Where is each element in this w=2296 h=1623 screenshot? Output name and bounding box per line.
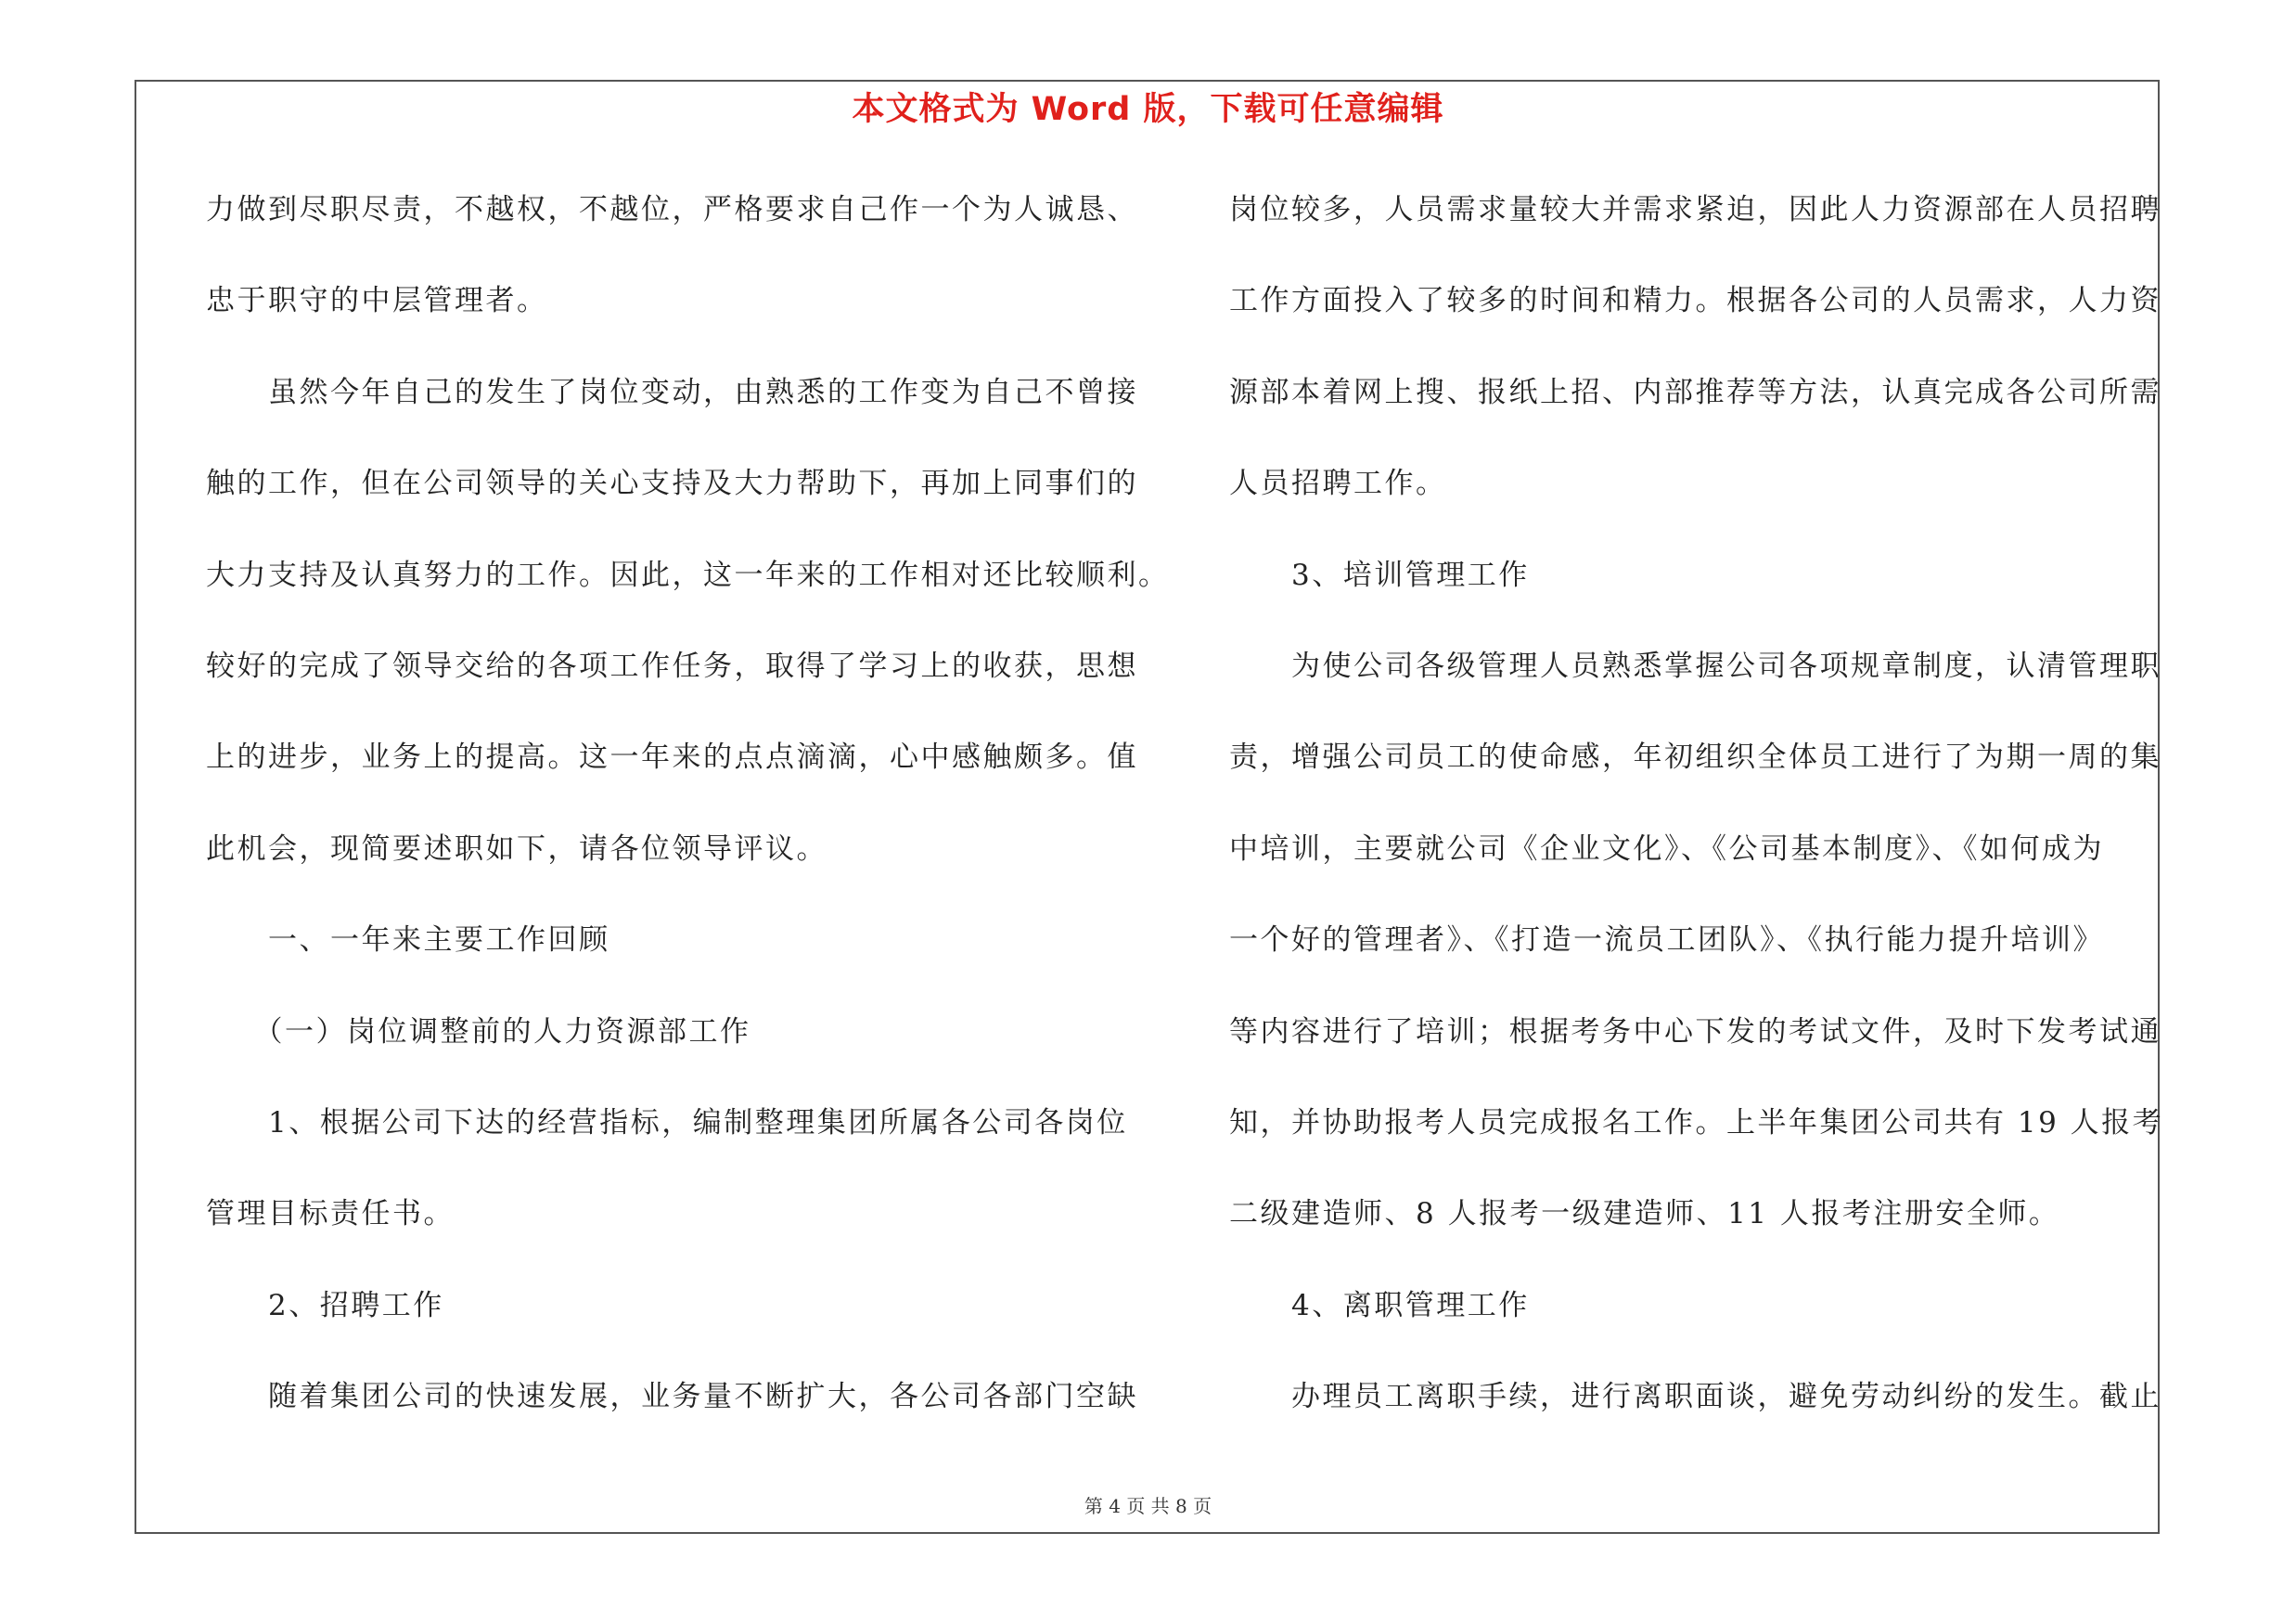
text-line: 等内容进行了培训；根据考务中心下发的考试文件，及时下发考试通 — [1229, 1014, 2161, 1049]
text-line: 忠于职守的中层管理者。 — [206, 284, 548, 318]
text-line: 触的工作，但在公司领导的关心支持及大力帮助下，再加上同事们的 — [206, 467, 1138, 501]
right-text-column — [1229, 182, 2175, 1460]
text-line: 中培训，主要就公司《企业文化》、《公司基本制度》、《如何成为 — [1229, 831, 2104, 866]
text-line: 源部本着网上搜、报纸上招、内部推荐等方法，认真完成各公司所需 — [1229, 375, 2161, 409]
item-heading: 2、招聘工作 — [206, 1288, 444, 1322]
text-line: 责，增强公司员工的使命感，年初组织全体员工进行了为期一周的集 — [1229, 741, 2161, 775]
left-text-column — [206, 182, 1170, 1460]
text-line: 人员招聘工作。 — [1229, 467, 1447, 501]
text-line: 大力支持及认真努力的工作。因此，这一年来的工作相对还比较顺利。 — [206, 558, 1170, 592]
text-line: 二级建造师、8 人报考一级建造师、11 人报考注册安全师。 — [1229, 1197, 2060, 1231]
text-line: 随着集团公司的快速发展，业务量不断扩大，各公司各部门空缺 — [206, 1380, 1138, 1414]
text-line: 较好的完成了领导交给的各项工作任务，取得了学习上的收获，思想 — [206, 649, 1138, 683]
text-line: 一个好的管理者》、《打造一流员工团队》、《执行能力提升培训》 — [1229, 923, 2104, 958]
text-line: 管理目标责任书。 — [206, 1197, 455, 1231]
text-line: 虽然今年自己的发生了岗位变动，由熟悉的工作变为自己不曾接 — [206, 375, 1138, 409]
text-line: 力做到尽职尽责，不越权，不越位，严格要求自己作一个为人诚恳、 — [206, 193, 1138, 226]
text-line: 办理员工离职手续，进行离职面谈，避免劳动纠纷的发生。截止 — [1229, 1380, 2161, 1414]
subsection-heading: （一）岗位调整前的人力资源部工作 — [206, 1014, 751, 1049]
text-line: 此机会，现简要述职如下，请各位领导评议。 — [206, 831, 827, 866]
section-heading: 一、一年来主要工作回顾 — [206, 923, 610, 958]
format-notice-banner: 本文格式为 Word 版，下载可任意编辑 — [852, 91, 1444, 128]
item-heading: 3、培训管理工作 — [1229, 558, 1530, 592]
text-line: 岗位较多，人员需求量较大并需求紧迫，因此人力资源部在人员招聘 — [1229, 193, 2161, 226]
item-heading: 4、离职管理工作 — [1229, 1288, 1530, 1322]
text-line: 上的进步，业务上的提高。这一年来的点点滴滴，心中感触颇多。值 — [206, 741, 1138, 775]
page-number-footer: 第 4 页 共 8 页 — [1084, 1495, 1212, 1517]
text-line: 工作方面投入了较多的时间和精力。根据各公司的人员需求，人力资 — [1229, 284, 2161, 318]
text-line: 知，并协助报考人员完成报名工作。上半年集团公司共有 19 人报考 — [1229, 1105, 2164, 1140]
text-line: 1、根据公司下达的经营指标，编制整理集团所属各公司各岗位 — [206, 1105, 1128, 1140]
text-line: 为使公司各级管理人员熟悉掌握公司各项规章制度，认清管理职 — [1229, 649, 2161, 683]
